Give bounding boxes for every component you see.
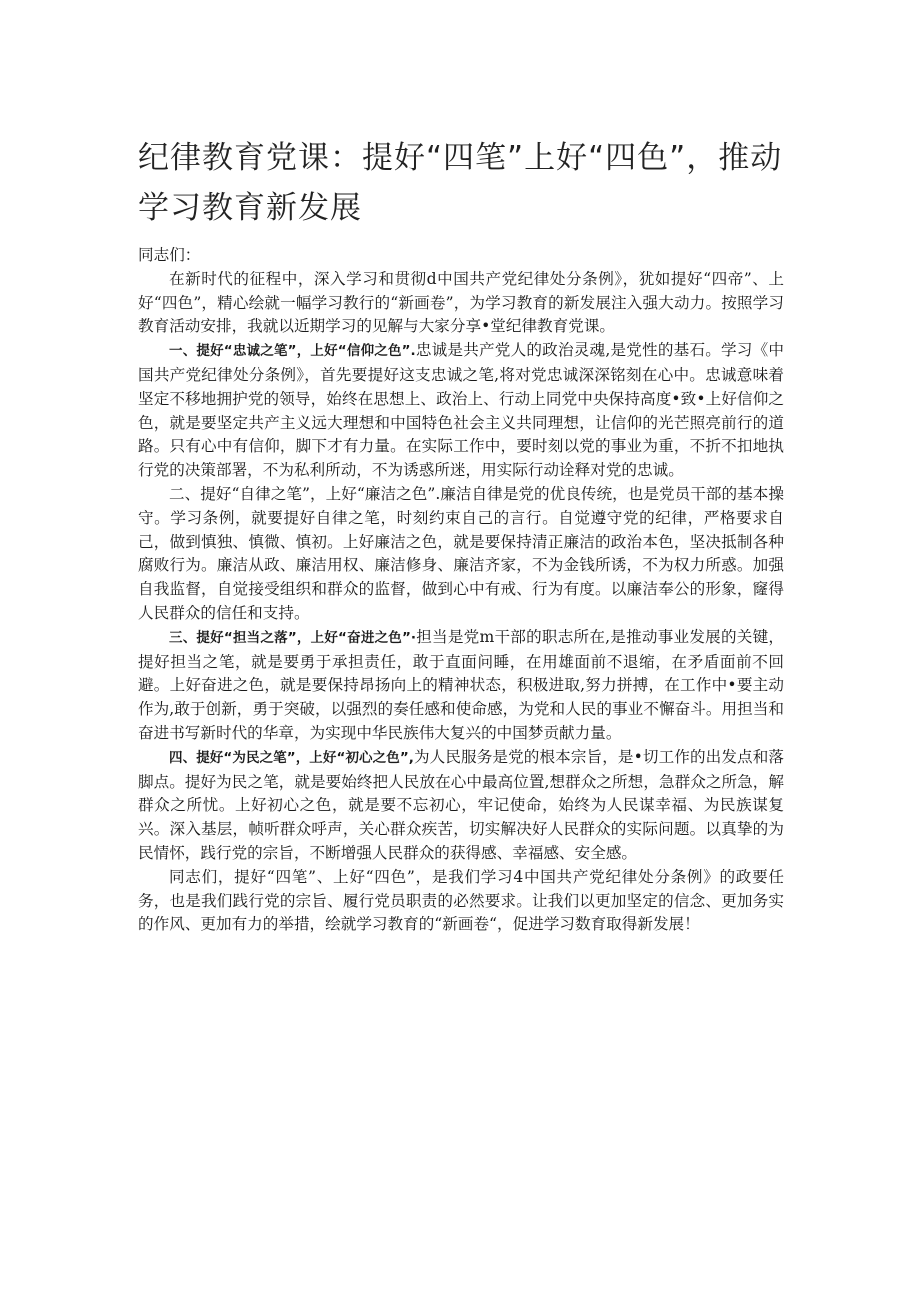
document-title: 纪律教育党课：提好“四笔”上好“四色”，推动学习教育新发展: [138, 140, 783, 226]
closing-paragraph: 同志们，提好“四笔”、上好“四色”，是我们学习4中国共产党纪律处分条例》的政要任务，也是我们践行党的宗旨、履行党员职责的必然要求。让我们以更加坚定的信念、更加务实的作风、更加有力的举措，绘就学习教育的“新画卷“，促进学习数育取得新发展！: [138, 867, 784, 934]
intro-paragraph: 在新时代的征程中，深入学习和贯彻d中国共产党纪律处分条例》，犹如提好“四帝”、上好“四色”，精心绘就一幅学习教行的“新画卷”，为学习教育的新发展注入强大动力。按照学习教育活动安排，我就以近期学习的见解与大家分享•堂纪律教育党课。: [138, 269, 784, 336]
section-heading-4: 四、提好“为民之笔”，上好“初心之色”,: [169, 749, 414, 766]
section-heading-2: 二、提好“自律之笔”，上好“廉洁之色”.: [169, 484, 441, 503]
section-paragraph-2: [138, 483, 784, 626]
section-body-3: 担当是党m干部的职志所在,是推动事业发展的关键，提好担当之笔，就是要勇于承担责任，敢于直面问睡，在用雄面前不退缩，在矛盾面前不回避。上好奋进之色，就是要保持昂扬向上的精神状态，积极进取,努力拼搏，在工作中•要主动作为,敢于创新，勇于突破，以强烈的奏任感和使命感，为党和人民的事业不懈奋斗。用担当和奋进书写新时代的华章，为实现中华民族伟大复兴的中国梦贡献力量。: [138, 627, 785, 742]
section-heading-3: 三、提好“担当之落”，上好“奋进之色”·: [169, 629, 417, 646]
section-body-1: 忠诚是共产党人的政治灵魂,是党性的基石。学习《中国共产党纪律处分条例》，首先要提好这支忠诚之笔,将对党忠诚深深铭刻在心中。忠诚意味着坚定不移地拥护党的领导，始终在思想上、政治上、行动上同党中央保持高度•致•上好信仰之色，就是要坚定共产主义远大理想和中国特色社会主义共同理想，让信仰的光芒照亮前行的道路。只有心中有信仰，脚下才有力量。在实际工作中，要时刻以党的事业为重，不折不扣地执行党的决策部署，不为私利所动，不为诱惑所迷，用实际行动诠释对党的忠诚。: [138, 341, 784, 480]
document-body: [138, 244, 784, 937]
section-paragraph-4: [138, 746, 784, 866]
section-heading-1: 一、提好“忠诚之笔”，上好“信仰之色”.: [169, 343, 416, 360]
section-paragraph-1: [138, 339, 784, 483]
section-body-2: 廉洁自律是党的优良传统，也是党员干部的基本操守。学习条例，就要提好自律之笔，时刻约束自己的言行。自觉遵守党的纪律，严格要求自己，做到慎独、慎微、慎初。上好廉洁之色，就是要保持清正廉洁的政治本色，坚决抵制各种腐败行为。廉洁从政、廉洁用权、廉洁修身、廉洁齐家，不为金钱所诱，不为权力所惑。加强自我监督，自觉接受组织和群众的监督，做到心中有戒、行为有度。以廉洁奉公的形象，窿得人民群众的信任和支持。: [138, 484, 784, 622]
section-body-4: 为人民服务是党的根本宗旨，是•切工作的出发点和落脚点。提好为民之笔，就是要始终把人民放在心中最高位置,想群众之所想，急群众之所急，解群众之所忧。上好初心之色，就是要不忘初心，牢记使命，始终为人民谋幸福、为民族谋复兴。深入基层，帧听群众呼声，关心群众疾苦，切实解决好人民群众的实际问题。以真挚的为民情怀，践行党的宗旨，不断增强人民群众的获得感、幸福感、安全感。: [138, 747, 784, 862]
salutation: 同志们：: [138, 246, 201, 264]
section-paragraph-3: [138, 626, 784, 746]
